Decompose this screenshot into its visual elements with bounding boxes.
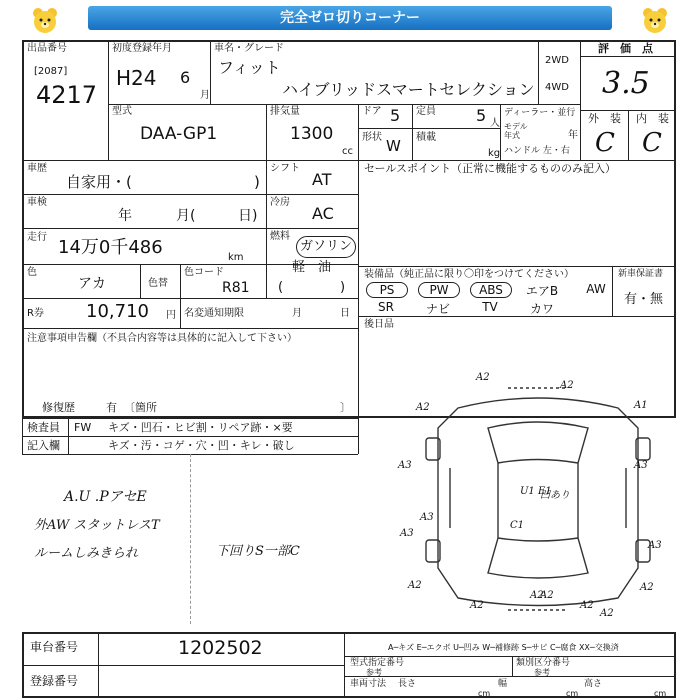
type-number-ref: 参考 (366, 668, 382, 677)
shape-value: W (386, 137, 401, 155)
lot-label: 出品番号 (27, 43, 67, 54)
evaluation-label: 評 価 点 (598, 42, 653, 55)
type-label: 型式 (112, 106, 132, 117)
entry-label: 記入欄 (27, 439, 60, 452)
type-number-label: 型式指定番号 (350, 658, 405, 668)
inspection-month: 月( (176, 208, 196, 224)
shift-label: シフト (270, 163, 300, 174)
shape-label: 形状 (362, 132, 382, 143)
evaluation-score: 3.5 (602, 66, 650, 101)
month-unit: 月 (200, 90, 210, 101)
width-label: 幅 (498, 679, 508, 689)
diagram-damage-mark: A3 (648, 540, 662, 551)
diagram-damage-mark: A2 (560, 380, 574, 391)
displacement-unit: cc (342, 146, 353, 157)
diagram-damage-mark: 凹あり (540, 490, 570, 501)
fuel-paren-open: ( (278, 280, 284, 295)
damage-legend: A─キズ E─エクボ U─凹み W─補修跡 S─サビ C─腐食 XX─交換済 (388, 643, 619, 652)
height-label: 高さ (584, 679, 603, 689)
diagram-damage-mark: A3 (634, 460, 648, 471)
mileage-value: 14万0千486 (58, 237, 163, 258)
diagram-damage-mark: A2 (476, 372, 490, 383)
equipment-item: エアB (525, 284, 559, 298)
after-day-label: 後日品 (364, 319, 394, 330)
diagram-damage-mark: A2 (408, 580, 422, 591)
chassis-label: 車台番号 (30, 640, 79, 654)
mileage-unit: km (228, 252, 244, 263)
door-value: 5 (390, 106, 401, 125)
displacement-value: 1300 (290, 124, 334, 144)
warranty-value: 有・無 (624, 292, 664, 307)
equipment-item: AW (586, 282, 606, 296)
registration-month: 6 (180, 68, 191, 87)
load-unit: kg (488, 148, 501, 159)
warranty-label: 新車保証書 (618, 269, 664, 279)
load-label: 積載 (416, 132, 436, 143)
fuel-alt: 軽 油 (292, 260, 332, 275)
diagram-damage-mark: A2 (416, 402, 430, 413)
r-ticket-unit: 円 (166, 310, 176, 321)
handwritten-line-4: 下回りS一部C (216, 544, 300, 559)
equipment-label: 装備品（純正品に限り〇印をつけてください） (364, 269, 574, 280)
fuel-paren-close: ) (340, 280, 346, 295)
lot-code: [2087] (34, 66, 68, 77)
diagram-damage-mark: A1 (634, 400, 648, 411)
notice-day: 日 (340, 308, 350, 319)
diagram-damage-mark: A3 (400, 528, 414, 539)
repair-value: 有 (106, 401, 117, 414)
inspector-fw: FW (74, 421, 92, 434)
interior-label: 内 装 (636, 112, 669, 125)
diagram-damage-mark: U1 E1 (520, 486, 552, 497)
diagram-damage-mark: A2 (600, 608, 614, 619)
color-code: R81 (222, 280, 250, 296)
length-unit: cm (478, 689, 491, 698)
model-label: 車名・グレード (214, 43, 284, 54)
color-code-label: 色コード (184, 267, 224, 278)
class-number-ref: 参考 (534, 668, 550, 677)
ac-label: 冷房 (270, 197, 290, 208)
first-registration-label: 初度登録年月 (112, 43, 172, 54)
dimensions-label: 車両寸法 (350, 679, 387, 689)
inspection-label: 車検 (27, 197, 47, 208)
marks-row-1: キズ・凹石・ヒビ割・リペア跡・×要 (108, 421, 293, 434)
equipment-item: ナビ (425, 302, 450, 316)
registration-number-label: 登録番号 (30, 674, 79, 688)
equipment-item: SR (378, 300, 394, 314)
repair-close: 〕 (340, 401, 351, 414)
handwritten-line-2: 外AW スタットレスT (34, 518, 160, 533)
notice-label: 名変通知期限 (184, 308, 244, 319)
ac-value: AC (312, 204, 334, 223)
inspection-year: 年 (118, 208, 132, 224)
fuel-label: 燃料 (270, 231, 290, 242)
equipment-item: カワ (529, 302, 554, 316)
handwritten-line-3: ルームしみきられ (34, 546, 139, 561)
fuel-value: ガソリン (296, 236, 356, 258)
registration-era-year: H24 (116, 66, 157, 90)
r-ticket-value: 10,710 (86, 301, 149, 322)
equipment-item: PW (418, 282, 460, 298)
capacity-value: 5 (476, 106, 487, 125)
diagram-damage-mark: A2 (580, 600, 594, 611)
history-value: 自家用・( (66, 173, 132, 191)
repair-place: 〔箇所 (124, 401, 157, 414)
diagram-damage-mark: A2 (470, 600, 484, 611)
model-year-label: モデル年式 (504, 122, 528, 140)
interior-grade: C (642, 128, 662, 158)
inspector-label: 検査員 (27, 421, 60, 434)
dealer-label: ディーラー・並行 (504, 108, 576, 118)
bear-mascot-right-icon (640, 6, 670, 36)
shift-value: AT (312, 170, 332, 189)
door-label: ドア (362, 106, 382, 117)
banner-title: 完全ゼロ切りコーナー (88, 6, 612, 30)
marks-row-2: キズ・汚・コゲ・穴・凹・キレ・破し (108, 439, 295, 452)
type-value: DAA-GP1 (140, 124, 218, 144)
chassis-value: 1202502 (178, 637, 263, 659)
class-number-label: 類別区分番号 (516, 658, 571, 668)
diagram-damage-mark: A3 (420, 512, 434, 523)
handwritten-line-1: A.U .PアセE (64, 489, 147, 505)
exterior-label: 外 装 (588, 112, 621, 125)
lot-number: 4217 (36, 81, 98, 109)
drive-2wd: 2WD (545, 55, 569, 66)
drive-4wd: 4WD (545, 82, 569, 93)
history-label: 車歴 (27, 163, 47, 174)
color-label: 色 (27, 267, 37, 278)
diagram-damage-mark: C1 (510, 520, 525, 531)
diagram-damage-mark: A2 (530, 590, 544, 601)
displacement-label: 排気量 (270, 106, 300, 117)
equipment-item: PS (366, 282, 408, 298)
bear-mascot-left-icon (30, 6, 60, 36)
equipment-item: ABS (470, 282, 512, 298)
r-ticket-label: R券 (27, 308, 44, 319)
grade-name: ハイブリッドスマートセレクション (282, 80, 535, 99)
notice-month: 月 (292, 308, 302, 319)
color-value: アカ (78, 276, 106, 292)
year-unit: 年 (568, 130, 578, 141)
capacity-label: 定員 (416, 106, 436, 117)
notes-label: 注意事項申告欄（不具合内容等は具体的に記入して下さい） (27, 333, 297, 344)
repaint-label: 色替 (148, 278, 168, 289)
inspection-day: 日) (238, 208, 258, 224)
repair-label: 修復歴 (42, 401, 75, 414)
height-unit: cm (654, 689, 667, 698)
diagram-damage-mark: A3 (398, 460, 412, 471)
history-close: ) (254, 173, 260, 191)
model-name: フィット (218, 58, 281, 77)
capacity-unit: 人 (490, 118, 500, 129)
diagram-damage-mark: A2 (540, 590, 554, 601)
sales-point-label: セールスポイント（正常に機能するもののみ記入） (364, 162, 617, 175)
handle-label: ハンドル 左・右 (504, 146, 570, 156)
length-label: 長さ (398, 679, 417, 689)
diagram-damage-mark: A2 (640, 582, 654, 593)
exterior-grade: C (595, 128, 615, 158)
mileage-label: 走行 (27, 232, 47, 243)
width-unit: cm (566, 689, 579, 698)
equipment-item: TV (482, 300, 498, 314)
